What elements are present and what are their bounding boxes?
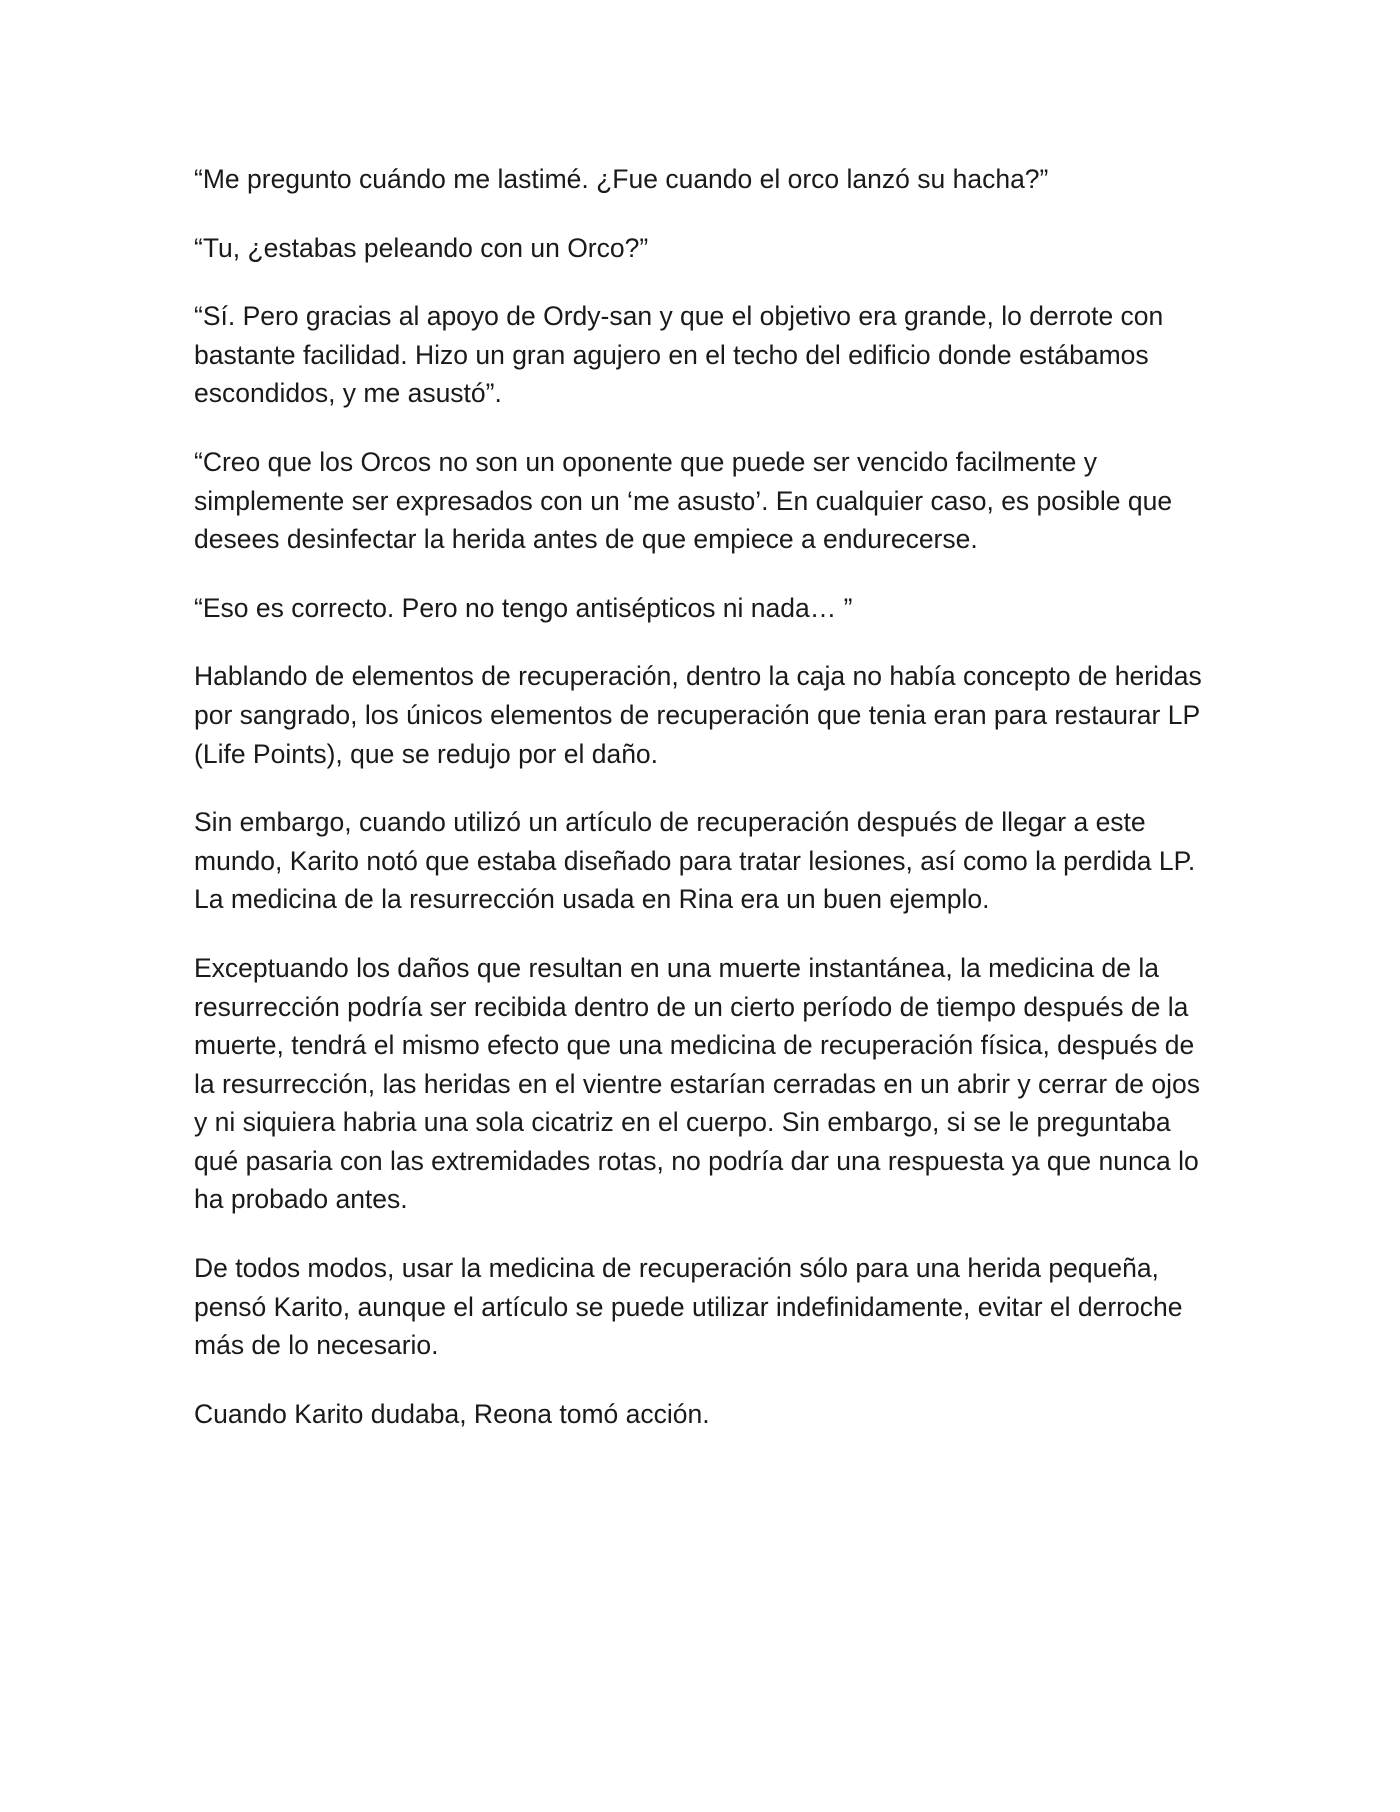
- paragraph: Cuando Karito dudaba, Reona tomó acción.: [194, 1398, 710, 1429]
- paragraph: De todos modos, usar la medicina de recuperación sólo para una herida pequeña, pensó Karito, aunque el artículo se puede utilizar indefinidamente, evitar el derroche más de lo necesario.: [194, 1253, 1183, 1361]
- document-page: [194, 160, 1214, 1463]
- paragraph: “Tu, ¿estabas peleando con un Orco?”: [194, 232, 649, 263]
- paragraph: “Sí. Pero gracias al apoyo de Ordy-san y que el objetivo era grande, lo derrote con bastante facilidad. Hizo un gran agujero en el techo del edificio donde estábamos escondidos, y me asustó”.: [194, 301, 1164, 409]
- paragraph: Hablando de elementos de recuperación, dentro la caja no había concepto de heridas por sangrado, los únicos elementos de recuperación que tenia eran para restaurar LP (Life Points), que se redujo por el daño.: [194, 661, 1202, 769]
- paragraph: Sin embargo, cuando utilizó un artículo de recuperación después de llegar a este mundo, Karito notó que estaba diseñado para tratar lesiones, así como la perdida LP. La medicina de la resurrección usada en Rina era un buen ejemplo.: [194, 807, 1196, 915]
- paragraph: “Eso es correcto. Pero no tengo antisépticos ni nada… ”: [194, 592, 853, 623]
- paragraph: “Creo que los Orcos no son un oponente que puede ser vencido facilmente y simplemente ser expresados con un ‘me asusto’. En cualquier caso, es posible que desees desinfectar la herida antes de que empiece a endurecerse.: [194, 446, 1173, 555]
- paragraph: “Me pregunto cuándo me lastimé. ¿Fue cuando el orco lanzó su hacha?”: [194, 164, 1049, 194]
- paragraph: Exceptuando los daños que resultan en una muerte instantánea, la medicina de la resurrección podría ser recibida dentro de un cierto período de tiempo después de la muerte, tendrá el mismo efecto que una medicina de recuperación física, después de la resurrección, las heridas en el vientre estarían cerradas en un abrir y cerrar de ojos y ni siquiera habria una sola cicatriz en el cuerpo. Sin embargo, si se le preguntaba qué pasaria con las extremidades rotas, no podría dar una respuesta ya que nunca lo ha probado antes.: [194, 952, 1201, 1215]
